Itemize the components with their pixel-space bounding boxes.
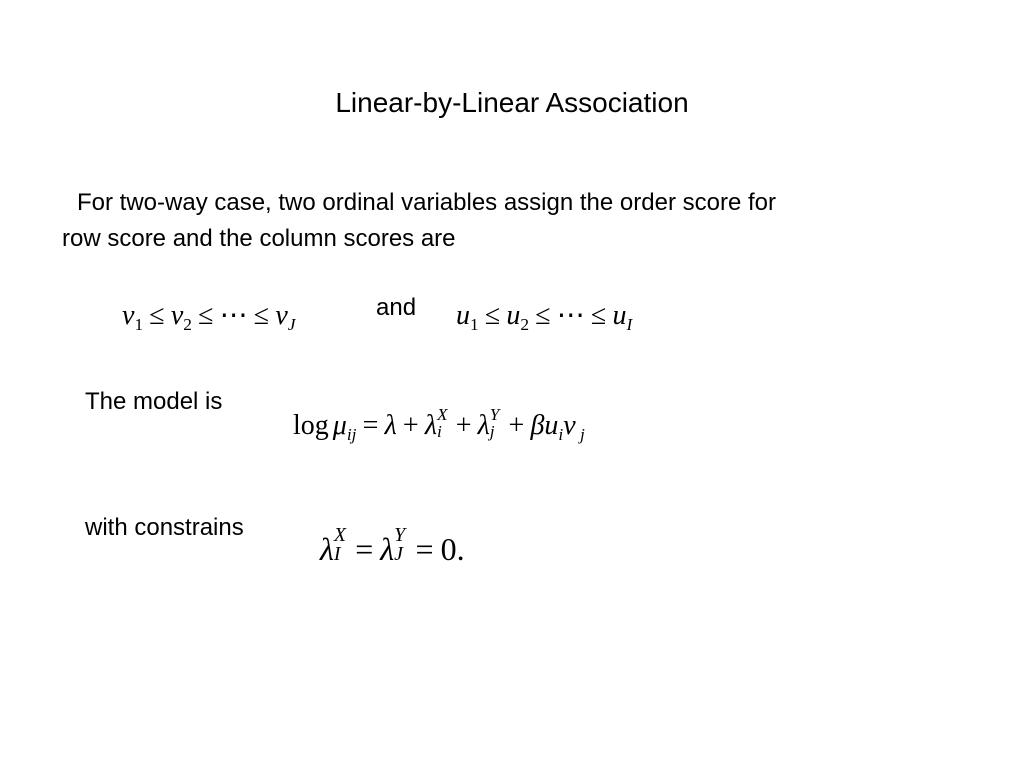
slide-title: Linear-by-Linear Association — [335, 87, 689, 118]
intro-paragraph — [62, 185, 776, 257]
constraints-equation: λ X I = λ Y J = 0. — [320, 524, 465, 567]
model-label: The model is — [85, 388, 223, 415]
intro-line-2: row score and the column scores are — [62, 225, 456, 252]
column-scores-formula: $v_1 \le v_2$ ≤ ⋯ ≤ $v_J$ — [122, 300, 296, 334]
and-label: and — [376, 294, 417, 321]
intro-line-1: For two-way case, two ordinal variables assign the order score for — [77, 189, 776, 216]
model-equation: $\log \mu_{ij} = \lambda + \lambda$ X i + λ Y j + $\beta u_iv$ $_j$ — [293, 404, 585, 444]
constraints-label: with constrains — [85, 514, 244, 541]
row-scores-formula: $u_1 \le u_2$ ≤ ⋯ ≤ $u_I$ — [456, 300, 633, 334]
